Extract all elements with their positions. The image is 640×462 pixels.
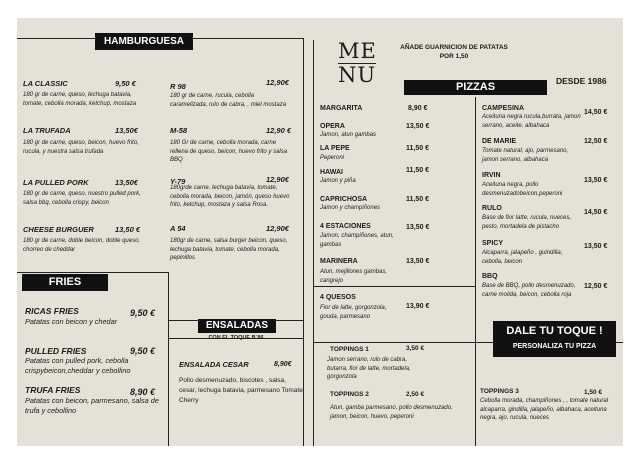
fries-item-desc: Patatas con pulled pork, cebolla crispybeicon,cheddar y cebollino xyxy=(25,356,131,375)
topping-desc: Jamon serrano, rulo de cabra, butarra, fior de latte, mortadela, gorgonzola xyxy=(327,357,411,380)
hamburguesa-title: HAMBURGUESA xyxy=(95,33,193,50)
item-name: LA TRUFADA xyxy=(23,126,71,135)
topping-price: 2,50 € xyxy=(406,391,425,398)
pizza-price: 13,50 € xyxy=(406,224,430,231)
pizza-price: 14,50 € xyxy=(584,109,608,116)
item-price: 12,90€ xyxy=(266,224,289,233)
pizza-name: 4 ESTACIONES xyxy=(320,223,371,230)
divider xyxy=(303,38,304,321)
menu-logo xyxy=(338,41,377,86)
fries-item-price: 9,50 € xyxy=(130,308,156,318)
fries-item-price: 9,50 € xyxy=(130,346,156,356)
pizza-desc: Alcaparra, jalapeño , guindilla, cebolla, beicon xyxy=(482,250,563,265)
guarnicion-line-2: POR 1,50 xyxy=(439,53,469,60)
fries-item-name: RICAS FRIES xyxy=(25,306,79,316)
pizza-name: MARINERA xyxy=(320,258,358,265)
item-desc: 180 Gr de carne, cebolla morada, carne rellena de queso, beicon, huevo frito y salsa BBQ xyxy=(170,140,288,164)
pizza-desc: Aceituna negra, pollo desmenuzadobeicon,peperoni xyxy=(482,182,563,197)
divider xyxy=(168,272,169,446)
divider xyxy=(313,286,475,287)
item-desc: 180 gr de carne, queso, beicon, huevo frito, rucula, y nuestra salsa trufada xyxy=(23,140,139,155)
pizza-price: 14,50 € xyxy=(584,209,608,216)
item-name: LA CLASSIC xyxy=(23,79,68,88)
pizza-price: 11,50 € xyxy=(406,145,429,152)
item-price: 12,90€ xyxy=(266,78,289,87)
item-name: R 98 xyxy=(170,82,186,91)
pizza-name: SPICY xyxy=(482,240,504,247)
pizza-price: 12,50 € xyxy=(584,283,608,290)
pizza-desc: Atun, mejillones gambas, cangrejo xyxy=(320,269,388,284)
divider xyxy=(17,272,169,273)
pizza-name: LA PEPE xyxy=(320,145,350,152)
pizza-price: 13,50 € xyxy=(406,123,430,130)
pizza-desc: Base de BBQ, pollo desmenuzado, carne molida, beicon, cebolla roja xyxy=(482,283,576,298)
guarnicion-note xyxy=(386,43,522,61)
guarnicion-line-1: AÑADE GUARNICION DE PATATAS xyxy=(400,44,508,51)
item-desc: 180gr de carne, salsa burger beicon, queso, lechuga batavia, tomate, cebolla morada, pepinillos xyxy=(170,238,288,262)
pizza-desc: Base de fior latte, rucula, nueces, pesto, mortadela de pistacho xyxy=(482,215,572,230)
topping-desc: Cebolla morada, champiñones , , tomate natural alcaparra, gindilla, jalapeño, albahaca, aceituna negra, ajo, rucula, nueces xyxy=(480,398,609,421)
pizza-price: 13,90 € xyxy=(406,303,430,310)
pizza-price: 8,90 € xyxy=(408,105,428,112)
salad-item-price: 8,90€ xyxy=(274,361,292,368)
item-desc: 180 gr de carne, doble beicon, doble queso, chorreo de cheddar xyxy=(23,238,141,253)
topping-name: TOPPINGS 1 xyxy=(330,346,369,353)
pizza-name: OPERA xyxy=(320,123,345,130)
pizza-price: 11,50 € xyxy=(406,167,429,174)
pizza-desc: Tomate natural, ajo, parmesano, jamon serrano, albahaca xyxy=(482,148,569,163)
item-price: 12,90 € xyxy=(266,126,292,135)
fries-title: FRIES xyxy=(22,274,108,291)
ensaladas-subtitle: CON EL TOQUE B´86 xyxy=(208,335,264,341)
fries-item-name: TRUFA FRIES xyxy=(25,385,81,395)
pizza-price: 13,50 € xyxy=(406,258,430,265)
topping-price: 3,50 € xyxy=(406,345,425,352)
item-desc: 180 gr de carne, queso, nuestro pulled pork, salsa bbq, cebolla crispy, beicon xyxy=(23,191,141,206)
topping-name: TOPPINGS 2 xyxy=(330,391,369,398)
pizza-desc: Jamon y piña xyxy=(320,178,356,184)
item-price: 13,50€ xyxy=(115,178,138,187)
item-name: CHEESE BURGUER xyxy=(23,225,94,234)
topping-price: 1,50 € xyxy=(584,389,603,396)
toque-title: DALE TU TOQUE ! xyxy=(506,325,603,337)
item-desc: 180grde carne. lechuga batavia, tomate, cebolla morada, beicon, jamón, queso huevo frito, ketchup, mostaza y salsa Rosa. xyxy=(170,185,290,209)
logo-line-2: NU xyxy=(338,63,377,87)
toque-subtitle: PERSONALIZA TU PIZZA xyxy=(512,343,597,350)
pizzas-title: PIZZAS xyxy=(404,80,547,95)
item-price: 13,50€ xyxy=(115,126,138,135)
fries-item-price: 8,90 € xyxy=(130,387,156,397)
topping-name: TOPPINGS 3 xyxy=(480,388,519,395)
salad-item-desc: Pollo desmenuzado, biscotes , salsa, cesar, lechuga batavia, parmesano Tomate Cherry xyxy=(179,377,303,404)
pizza-desc: Aceituna negra rucula,burrata, jamon serrano, aceite, albahaca xyxy=(482,114,581,129)
item-price: 9,50 € xyxy=(115,79,136,88)
pizza-desc: Fior de latte, gorgonzola, gouda, parmesano xyxy=(320,305,387,320)
pizza-desc: Jamon y champiñones xyxy=(320,205,381,211)
pizza-name: DE MARIE xyxy=(482,138,517,145)
pizza-desc: Peperoni xyxy=(320,155,345,161)
desde-1986: DESDE 1986 xyxy=(556,76,607,86)
toque-banner xyxy=(493,321,616,357)
item-name: M-58 xyxy=(170,126,188,135)
divider xyxy=(475,97,476,446)
menu-card xyxy=(17,18,623,446)
pizza-desc: Jamon, champiñones, atun, gambas xyxy=(320,233,394,248)
pizza-name: IRVIN xyxy=(482,172,501,179)
topping-desc: Atun, gamba parmesano, pollo desmenuzado, jamon, beicon, huevo, peperoni xyxy=(330,405,453,420)
item-desc: 180 gr de carne, queso, lechuga batavia, tomate, cebolla morada, ketchup, mostaza xyxy=(23,92,137,107)
pizza-name: 4 QUESOS xyxy=(320,294,356,301)
salad-item-name: ENSALADA CESAR xyxy=(179,360,249,369)
pizza-name: CAPRICHOSA xyxy=(320,196,368,203)
pizza-price: 13,50 € xyxy=(584,243,608,250)
pizza-name: HAWAI xyxy=(320,169,343,176)
pizza-desc: Jamon, atun gambas xyxy=(320,132,377,138)
logo-line-1: ME xyxy=(338,39,377,63)
item-name: A 54 xyxy=(170,224,186,233)
ensaladas-title: ENSALADAS xyxy=(198,319,276,333)
item-name: Y-79 xyxy=(170,177,186,186)
item-price: 13,50 € xyxy=(115,225,141,234)
item-name: LA PULLED PORK xyxy=(23,178,89,187)
pizza-name: MARGARITA xyxy=(320,105,363,112)
pizza-name: BBQ xyxy=(482,273,498,280)
pizza-name: RULO xyxy=(482,205,502,212)
item-desc: 180 gr de carne, rucula, cebolla caramelizada, rulo de cabra, , miel mostaza xyxy=(170,93,287,108)
pizza-price: 11,50 € xyxy=(406,196,429,203)
pizza-name: CAMPESINA xyxy=(482,105,525,112)
fries-item-desc: Patatas con beicon y chedar xyxy=(25,317,118,326)
item-price: 12,90€ xyxy=(266,175,289,184)
pizza-price: 12,50 € xyxy=(584,138,608,145)
divider xyxy=(313,40,314,446)
pizza-price: 13,50 € xyxy=(584,177,608,184)
fries-item-desc: Patatas con beicon, parmesano, salsa de trufa y cebollino xyxy=(25,396,159,415)
fries-item-name: PULLED FRIES xyxy=(25,346,87,356)
